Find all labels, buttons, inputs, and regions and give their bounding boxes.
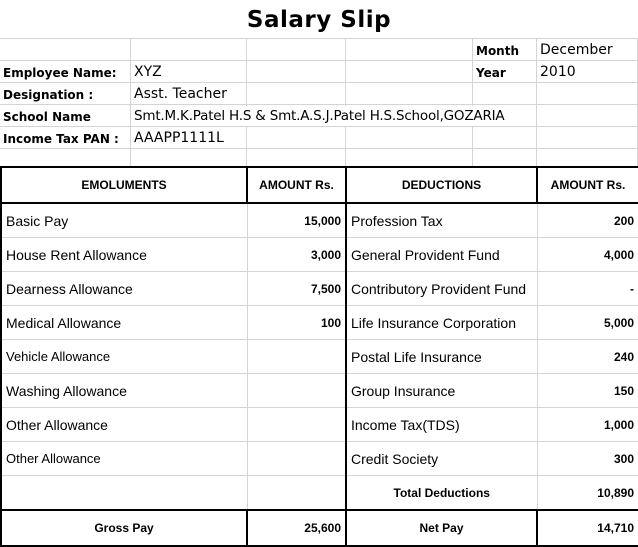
table-row [1, 272, 638, 306]
emolument-name: Other Allowance [1, 408, 247, 442]
school-name-value: Smt.M.K.Patel H.S & Smt.A.S.J.Patel H.S.School,GOZARIA [134, 108, 505, 124]
salary-table [0, 166, 638, 547]
emolument-amount [247, 340, 346, 374]
pan-label: Income Tax PAN : [3, 132, 119, 146]
pan-value: AAAPP1111L [134, 130, 224, 146]
deduction-name: Income Tax(TDS) [346, 408, 537, 442]
month-value: December [540, 42, 613, 58]
school-name-label: School Name [3, 110, 91, 124]
deduction-amount: 240 [537, 340, 638, 374]
table-row [1, 203, 638, 238]
amount-header-right: AMOUNT Rs. [537, 167, 638, 203]
gridline [0, 126, 638, 127]
gridline [0, 104, 638, 105]
emolument-name: Medical Allowance [1, 306, 247, 340]
deductions-header: DEDUCTIONS [346, 167, 537, 203]
deduction-name: Group Insurance [346, 374, 537, 408]
emolument-name: House Rent Allowance [1, 238, 247, 272]
deduction-name: Credit Society [346, 442, 537, 476]
designation-label: Designation : [3, 88, 94, 102]
deduction-amount: - [537, 272, 638, 306]
gross-pay-label: Gross Pay [1, 510, 247, 546]
year-value: 2010 [540, 64, 576, 80]
net-pay-value: 14,710 [537, 510, 638, 546]
table-row [1, 374, 638, 408]
net-pay-row [1, 510, 638, 546]
table-row [1, 306, 638, 340]
deduction-amount: 300 [537, 442, 638, 476]
emolument-amount [247, 442, 346, 476]
net-pay-label: Net Pay [346, 510, 537, 546]
total-deductions-value: 10,890 [537, 476, 638, 511]
amount-header-left: AMOUNT Rs. [247, 167, 346, 203]
deduction-name: Contributory Provident Fund [346, 272, 537, 306]
emolument-name: Basic Pay [1, 203, 247, 238]
table-row [1, 340, 638, 374]
deduction-amount: 200 [537, 203, 638, 238]
gridline [0, 38, 638, 39]
emolument-name: Dearness Allowance [1, 272, 247, 306]
emolument-amount: 100 [247, 306, 346, 340]
emolument-name: Washing Allowance [1, 374, 247, 408]
table-row [1, 442, 638, 476]
month-label: Month [476, 44, 520, 58]
deduction-amount: 1,000 [537, 408, 638, 442]
employee-name-value: XYZ [134, 64, 162, 80]
total-deductions-row [1, 476, 638, 511]
deduction-name: Life Insurance Corporation [346, 306, 537, 340]
emoluments-header: EMOLUMENTS [1, 167, 247, 203]
deduction-name: Postal Life Insurance [346, 340, 537, 374]
empty-cell [1, 476, 247, 511]
emolument-amount: 7,500 [247, 272, 346, 306]
deduction-amount: 150 [537, 374, 638, 408]
table-row [1, 408, 638, 442]
emolument-name: Other Allowance [1, 442, 247, 476]
table-header-row [1, 167, 638, 203]
gross-pay-value: 25,600 [247, 510, 346, 546]
table-row [1, 238, 638, 272]
page-title: Salary Slip [246, 7, 392, 33]
gridline [0, 60, 638, 61]
emolument-amount: 3,000 [247, 238, 346, 272]
gridline [130, 38, 131, 166]
deduction-amount: 5,000 [537, 306, 638, 340]
total-deductions-label: Total Deductions [346, 476, 537, 511]
gridline [472, 38, 473, 166]
deduction-amount: 4,000 [537, 238, 638, 272]
designation-value: Asst. Teacher [134, 86, 227, 102]
deduction-name: General Provident Fund [346, 238, 537, 272]
emolument-name: Vehicle Allowance [1, 340, 247, 374]
emolument-amount [247, 374, 346, 408]
gridline [246, 38, 247, 166]
year-label: Year [476, 66, 506, 80]
gridline [536, 38, 537, 166]
empty-cell [247, 476, 346, 511]
employee-name-label: Employee Name: [3, 66, 117, 80]
emolument-amount [247, 408, 346, 442]
emolument-amount: 15,000 [247, 203, 346, 238]
gridline [345, 38, 346, 166]
deduction-name: Profession Tax [346, 203, 537, 238]
